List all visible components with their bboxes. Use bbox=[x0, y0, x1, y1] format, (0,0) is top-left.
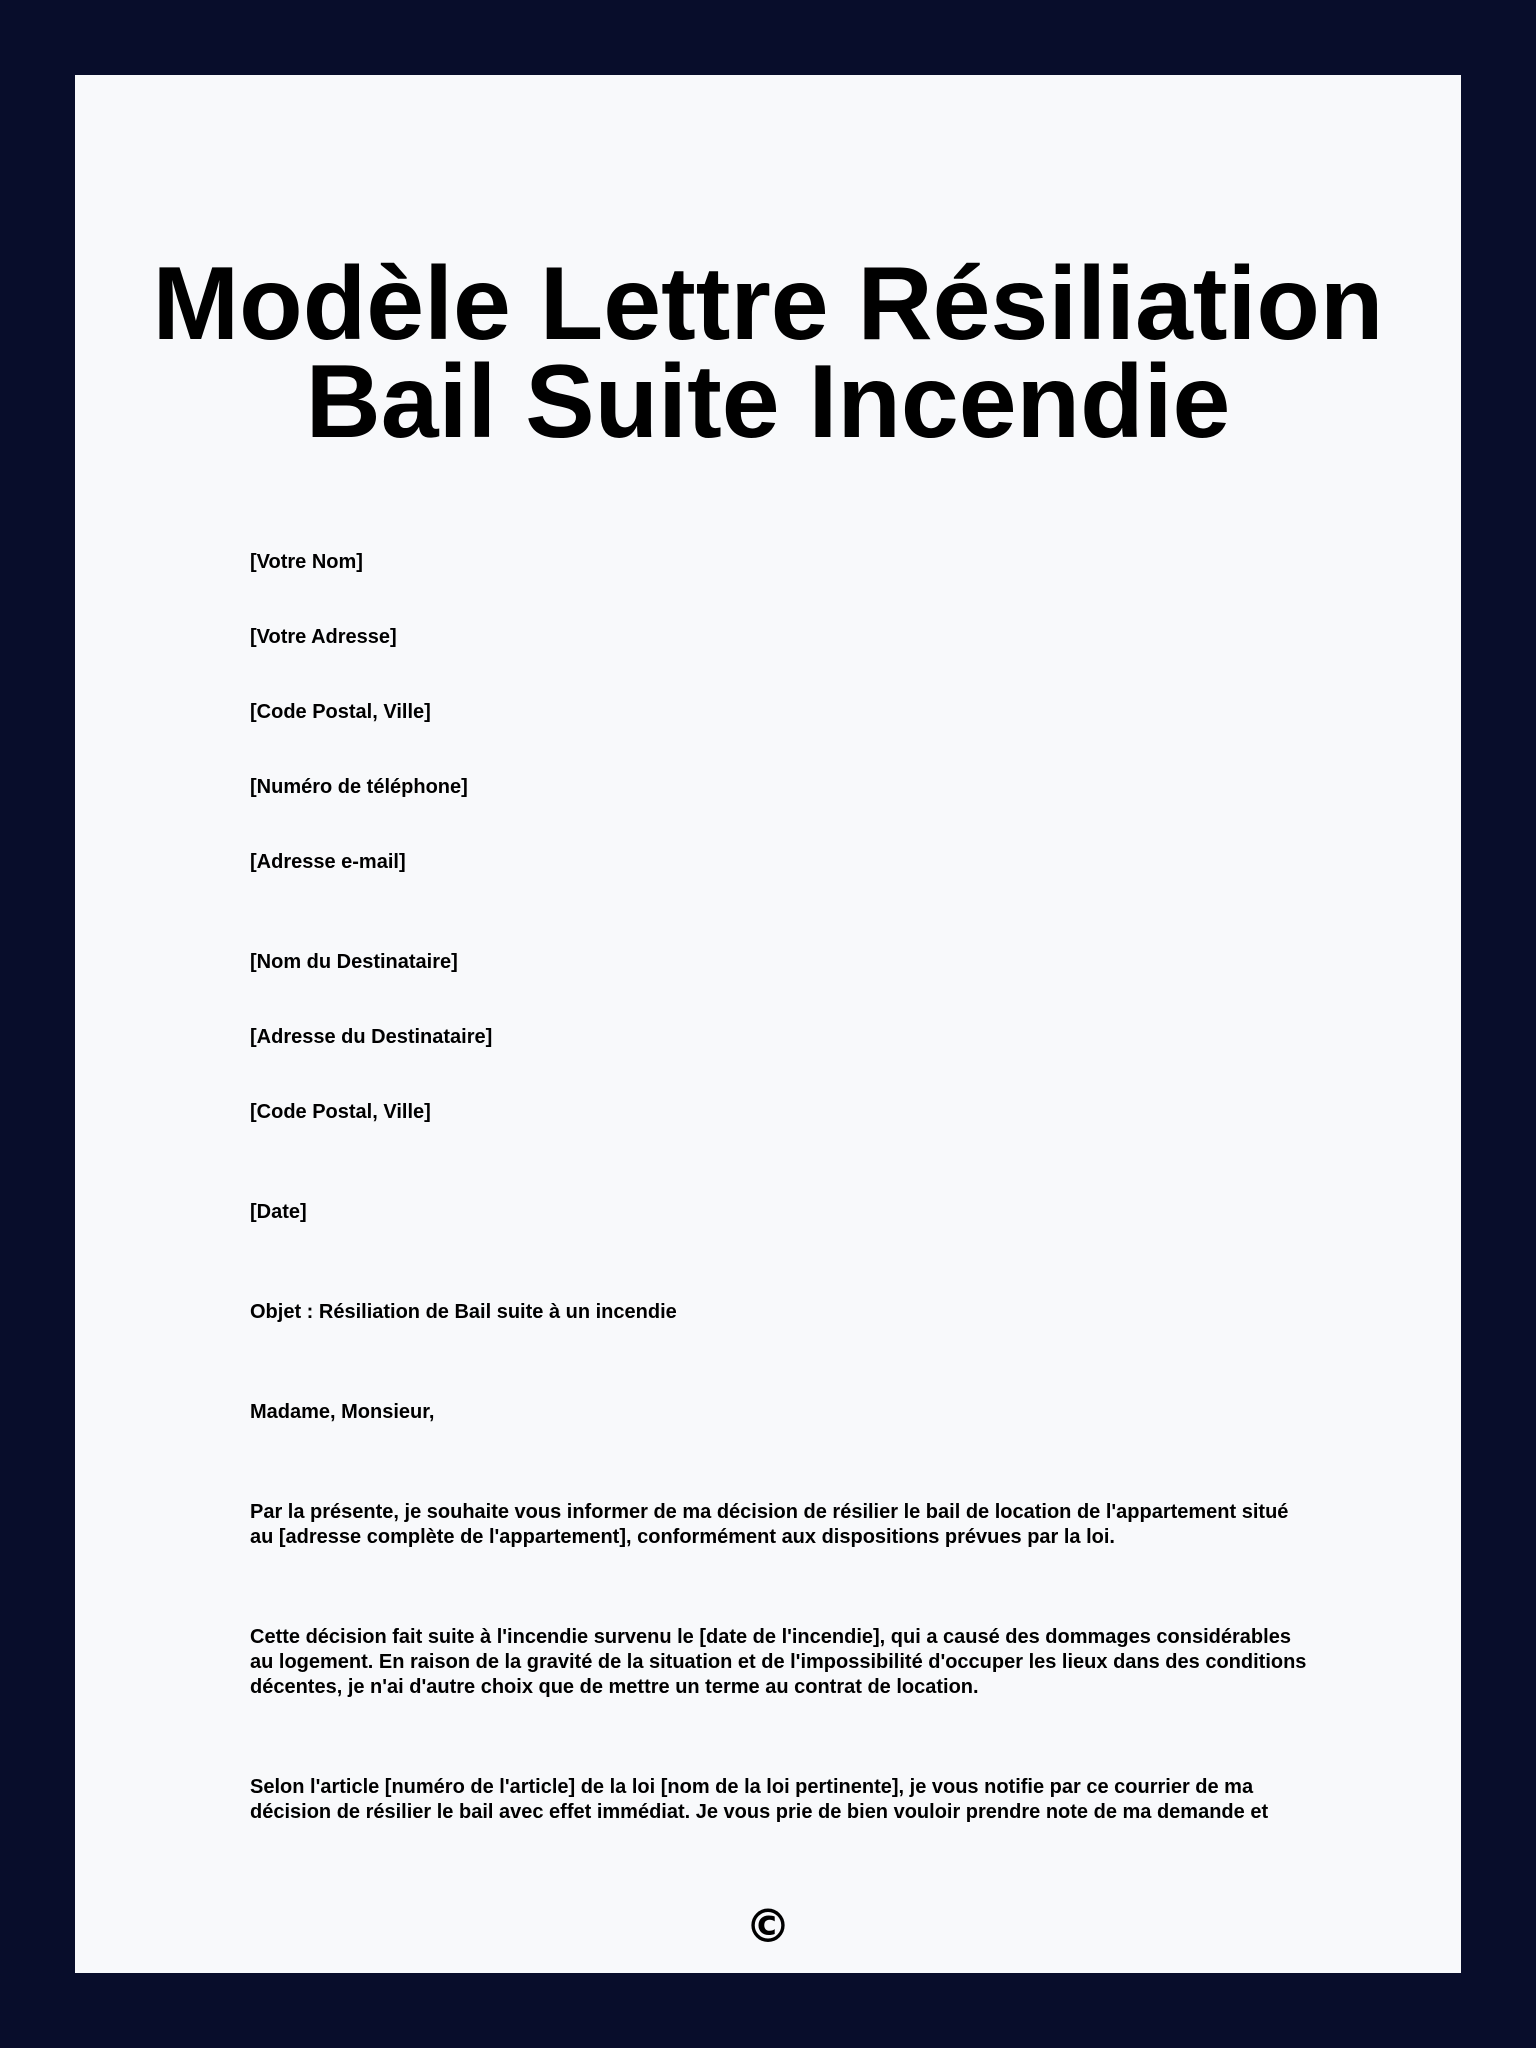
letter-page bbox=[75, 75, 1461, 1973]
recipient-address: [Adresse du Destinataire] bbox=[250, 1026, 493, 1048]
copyright-icon: © bbox=[745, 1899, 791, 1953]
letter-subject: Objet : Résiliation de Bail suite à un incendie bbox=[250, 1301, 677, 1323]
sender-phone: [Numéro de téléphone] bbox=[250, 776, 468, 798]
sender-postal-city: [Code Postal, Ville] bbox=[250, 701, 431, 723]
sender-email: [Adresse e-mail] bbox=[250, 851, 406, 873]
recipient-postal-city: [Code Postal, Ville] bbox=[250, 1101, 431, 1123]
sender-name: [Votre Nom] bbox=[250, 551, 363, 573]
salutation: Madame, Monsieur, bbox=[250, 1401, 435, 1423]
sender-address: [Votre Adresse] bbox=[250, 626, 397, 648]
paragraph-2: Cette décision fait suite à l'incendie survenu le [date de l'incendie], qui a causé des dommages considérables au logement. En raison de la gravité de la situation et de l'impossibilité d'occuper les lieux dans des conditions décentes, je n'ai d'autre choix que de mettre un terme au contrat de location. bbox=[250, 1626, 1307, 1698]
letter-date: [Date] bbox=[250, 1201, 307, 1223]
page-title: Modèle Lettre Résiliation Bail Suite Incendie bbox=[152, 246, 1384, 460]
paragraph-3: Selon l'article [numéro de l'article] de la loi [nom de la loi pertinente], je vous notifie par ce courrier de ma décision de résilier le bail avec effet immédiat. Je vous prie de bien vouloir prendre note de ma demande et bbox=[250, 1776, 1269, 1823]
paragraph-1: Par la présente, je souhaite vous informer de ma décision de résilier le bail de location de l'appartement situé au [adresse complète de l'appartement], conformément aux dispositions prévues par la loi. bbox=[250, 1501, 1289, 1548]
recipient-name: [Nom du Destinataire] bbox=[250, 951, 458, 973]
